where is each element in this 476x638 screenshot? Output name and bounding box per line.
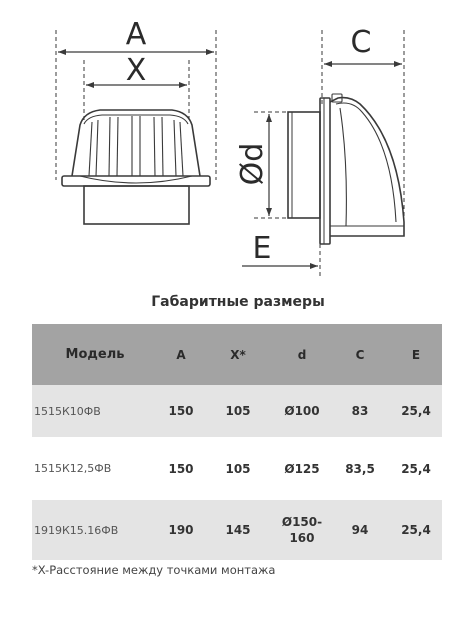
- cell-e: 25,4: [401, 461, 431, 476]
- section-title: Габаритные размеры: [151, 294, 325, 310]
- cell-model: 1515К12,5ФВ: [34, 462, 112, 475]
- cell-e: 25,4: [401, 523, 431, 537]
- footnote: *X-Расстояние между точками монтажа: [32, 563, 276, 577]
- header-d: d: [297, 347, 307, 362]
- cell-a: 150: [168, 461, 194, 476]
- cell-d: [272, 500, 332, 560]
- label-c: C: [350, 25, 372, 60]
- dimensions-table: [32, 324, 442, 560]
- cell-x: 105: [225, 461, 251, 476]
- label-a: A: [125, 17, 147, 52]
- side-flange: [320, 98, 330, 244]
- table-row: [32, 437, 442, 500]
- hood-ribs: [89, 116, 183, 176]
- cell-d-line1: Ø150-: [281, 515, 323, 529]
- cell-c: 83: [351, 404, 369, 418]
- header-model: Модель: [65, 347, 125, 362]
- label-e: E: [252, 231, 272, 266]
- header-x: X*: [230, 347, 246, 362]
- header-e: E: [411, 347, 421, 362]
- cell-d: Ø100: [284, 404, 320, 418]
- cell-x: 105: [225, 404, 251, 418]
- table-row: [32, 500, 442, 560]
- cell-d-line2: 160: [289, 531, 315, 545]
- technical-drawing: [0, 0, 476, 290]
- cell-model: 1919К15.16ФВ: [34, 523, 119, 537]
- header-a: A: [176, 347, 186, 362]
- cell-a: 190: [168, 523, 194, 537]
- label-d: Ød: [235, 142, 270, 186]
- side-pipe: [288, 112, 320, 218]
- header-c: C: [355, 347, 365, 362]
- cell-x: 145: [225, 523, 251, 537]
- cell-c: 94: [351, 523, 369, 537]
- cell-e: 25,4: [401, 404, 431, 418]
- cell-model: 1515К10ФВ: [34, 404, 101, 418]
- cell-a: 150: [168, 404, 194, 418]
- cell-c: 83,5: [345, 461, 375, 476]
- table-row: [32, 385, 442, 437]
- spigot-pipe: [84, 186, 189, 224]
- label-x: X: [125, 53, 147, 88]
- table-header-row: [32, 324, 442, 385]
- cell-d: Ø125: [284, 461, 320, 476]
